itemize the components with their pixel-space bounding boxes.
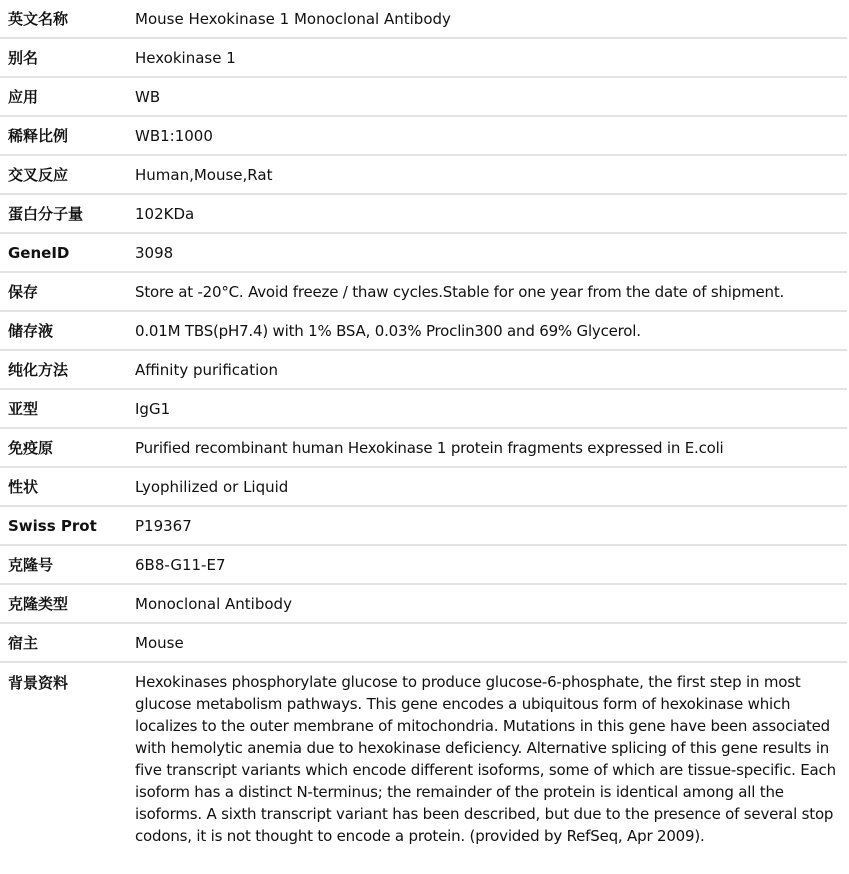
value-molecular-weight: 102KDa bbox=[135, 204, 195, 223]
label-immunogen: 免疫原 bbox=[8, 439, 54, 457]
row-storage-buffer bbox=[0, 311, 847, 350]
label-clone-number: 克隆号 bbox=[8, 556, 54, 574]
label-molecular-weight: 蛋白分子量 bbox=[8, 205, 84, 223]
row-gene-id bbox=[0, 233, 847, 272]
label-dilution: 稀释比例 bbox=[8, 127, 69, 145]
row-alias bbox=[0, 38, 847, 77]
row-isotype bbox=[0, 389, 847, 428]
row-molecular-weight bbox=[0, 194, 847, 233]
value-host: Mouse bbox=[135, 633, 184, 652]
row-host bbox=[0, 623, 847, 662]
label-form: 性状 bbox=[8, 478, 39, 496]
row-form bbox=[0, 467, 847, 506]
label-alias: 别名 bbox=[8, 49, 39, 67]
label-cross-reactivity: 交叉反应 bbox=[8, 166, 69, 184]
row-application bbox=[0, 77, 847, 116]
value-gene-id: 3098 bbox=[135, 243, 174, 262]
label-storage: 保存 bbox=[8, 283, 39, 301]
value-dilution: WB1:1000 bbox=[135, 126, 213, 145]
label-storage-buffer: 储存液 bbox=[8, 322, 54, 340]
value-storage-buffer: 0.01M TBS(pH7.4) with 1% BSA, 0.03% Proclin300 and 69% Glycerol. bbox=[135, 321, 641, 340]
value-isotype: IgG1 bbox=[135, 399, 171, 418]
label-swiss-prot: Swiss Prot bbox=[8, 516, 97, 535]
label-clonality: 克隆类型 bbox=[8, 595, 69, 613]
row-immunogen bbox=[0, 428, 847, 467]
row-cross-reactivity bbox=[0, 155, 847, 194]
value-background: Hexokinases phosphorylate glucose to produce glucose-6-phosphate, the first step in most glucose metabolism pathways. This gene encodes a ubiquitous form of hexokinase which localizes to the outer membrane of mitochondria. Mutations in this gene have been associated with hemolytic anemia due to hexokinase deficiency. Alternative splicing of this gene results in five transcript variants which encode different isoforms, some of which are tissue-specific. Each isoform has a distinct N-terminus; the remainder of the protein is identical among all the isoforms. A sixth transcript variant has been described, but due to the presence of several stop codons, it is not thought to encode a protein. (provided by RefSeq, Apr 2009). bbox=[135, 673, 836, 845]
value-clonality: Monoclonal Antibody bbox=[135, 594, 292, 613]
value-alias: Hexokinase 1 bbox=[135, 48, 236, 67]
value-application: WB bbox=[135, 87, 161, 106]
value-swiss-prot: P19367 bbox=[135, 516, 192, 535]
value-clone-number: 6B8-G11-E7 bbox=[135, 555, 226, 574]
value-form: Lyophilized or Liquid bbox=[135, 477, 289, 496]
value-purification: Affinity purification bbox=[135, 360, 278, 379]
row-background bbox=[0, 662, 847, 853]
row-clonality bbox=[0, 584, 847, 623]
label-isotype: 亚型 bbox=[8, 400, 39, 418]
label-english-name: 英文名称 bbox=[8, 10, 69, 28]
row-clone-number bbox=[0, 545, 847, 584]
value-immunogen: Purified recombinant human Hexokinase 1 protein fragments expressed in E.coli bbox=[135, 438, 724, 457]
label-host: 宿主 bbox=[8, 634, 39, 652]
value-storage: Store at -20°C. Avoid freeze / thaw cycles.Stable for one year from the date of shipment. bbox=[135, 282, 785, 301]
label-application: 应用 bbox=[8, 88, 39, 106]
row-storage bbox=[0, 272, 847, 311]
label-gene-id: GeneID bbox=[8, 243, 70, 262]
value-cross-reactivity: Human,Mouse,Rat bbox=[135, 165, 273, 184]
label-background: 背景资料 bbox=[8, 674, 69, 692]
row-dilution bbox=[0, 116, 847, 155]
row-english-name bbox=[0, 0, 847, 38]
label-purification: 纯化方法 bbox=[8, 361, 69, 379]
value-english-name: Mouse Hexokinase 1 Monoclonal Antibody bbox=[135, 9, 451, 28]
row-swiss-prot bbox=[0, 506, 847, 545]
row-purification bbox=[0, 350, 847, 389]
